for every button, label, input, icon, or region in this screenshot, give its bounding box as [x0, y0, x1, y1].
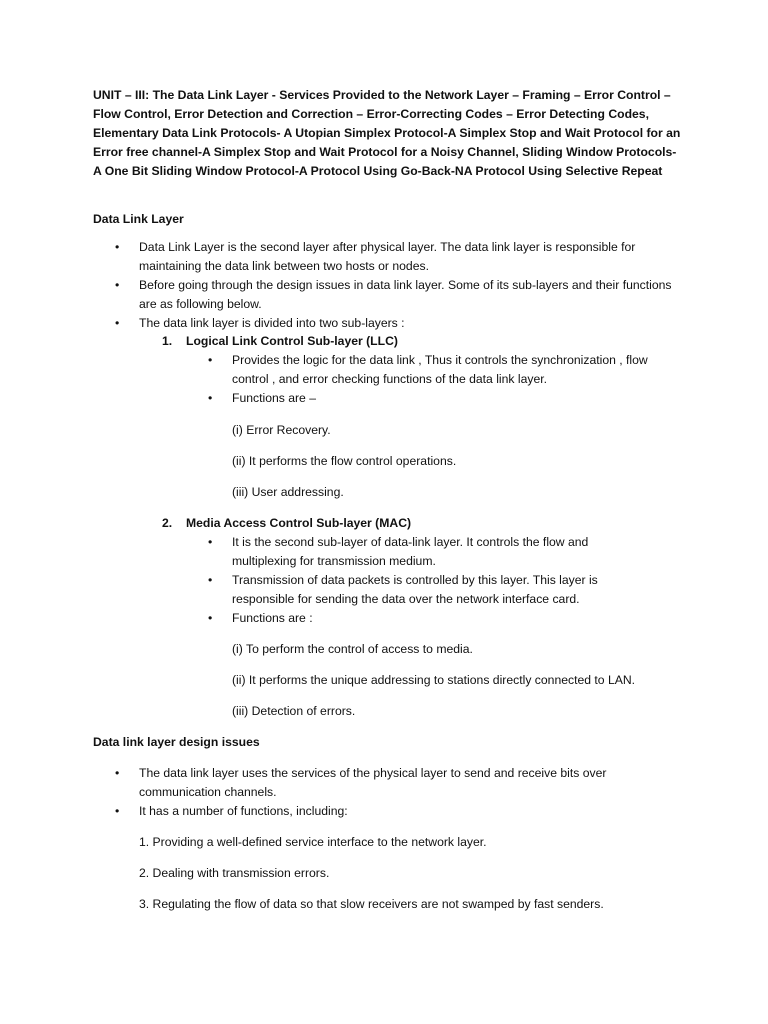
bullet-icon: • — [208, 535, 213, 549]
design-item: 3. Regulating the flow of data so that slow receivers are not swamped by fast senders. — [139, 897, 604, 911]
bullet-icon: • — [115, 804, 120, 818]
list-item-text: Before going through the design issues in data link layer. Some of its sub-layers and their functions are as following below. — [139, 278, 672, 311]
bullet-icon: • — [208, 391, 213, 405]
list-item-text: Functions are : — [232, 611, 313, 625]
list-item-text: Transmission of data packets is controlled by this layer. This layer is responsible for sending the data over the network interface card. — [232, 573, 598, 606]
list-item-text: The data link layer is divided into two sub-layers : — [139, 316, 405, 330]
item-number: 2. — [162, 516, 173, 530]
bullet-icon: • — [115, 278, 120, 292]
bullet-icon: • — [208, 611, 213, 625]
list-item-text: Functions are – — [232, 391, 317, 405]
list-item-text: The data link layer uses the services of the physical layer to send and receive bits over communication channels. — [139, 766, 607, 799]
section-heading-design-issues: Data link layer design issues — [93, 735, 260, 749]
design-item: 2. Dealing with transmission errors. — [139, 866, 330, 880]
list-item-text: Provides the logic for the data link , Thus it controls the synchronization , flow control , and error checking functions of the data link layer. — [232, 353, 648, 386]
list-item-text: It has a number of functions, including: — [139, 804, 348, 818]
list-item-text: It is the second sub-layer of data-link layer. It controls the flow and multiplexing for transmission medium. — [232, 535, 589, 568]
function-item: (i) Error Recovery. — [232, 423, 331, 437]
bullet-icon: • — [208, 353, 213, 367]
section-heading-data-link-layer: Data Link Layer — [93, 212, 184, 226]
function-item: (i) To perform the control of access to media. — [232, 642, 473, 656]
list-item-text: Data Link Layer is the second layer after physical layer. The data link layer is responsible for maintaining the data link between two hosts or nodes. — [139, 240, 636, 273]
bullet-icon: • — [115, 240, 120, 254]
design-item: 1. Providing a well-defined service interface to the network layer. — [139, 835, 487, 849]
bullet-icon: • — [115, 766, 120, 780]
function-item: (iii) User addressing. — [232, 485, 344, 499]
item-number: 1. — [162, 334, 173, 348]
item-title: Media Access Control Sub-layer (MAC) — [186, 516, 412, 530]
function-item: (iii) Detection of errors. — [232, 704, 356, 718]
item-title: Logical Link Control Sub-layer (LLC) — [186, 334, 398, 348]
function-item: (ii) It performs the unique addressing to stations directly connected to LAN. — [232, 673, 636, 687]
unit-title: UNIT – III: The Data Link Layer - Services Provided to the Network Layer – Framing – Error Control – Flow Control, Error Detection and Correction – Error-Correcting Codes – Error Detecting Codes, Elementary Data Link Protocols- A Utopian Simplex Protocol-A Simplex Stop and Wait Protocol for an Error free channel-A Simplex Stop and Wait Protocol for a Noisy Channel, Sliding Window Protocols-A One Bit Sliding Window Protocol-A Protocol Using Go-Back-NA Protocol Using Selective Repeat — [93, 88, 681, 178]
bullet-icon: • — [208, 573, 213, 587]
bullet-icon: • — [115, 316, 120, 330]
function-item: (ii) It performs the flow control operations. — [232, 454, 457, 468]
